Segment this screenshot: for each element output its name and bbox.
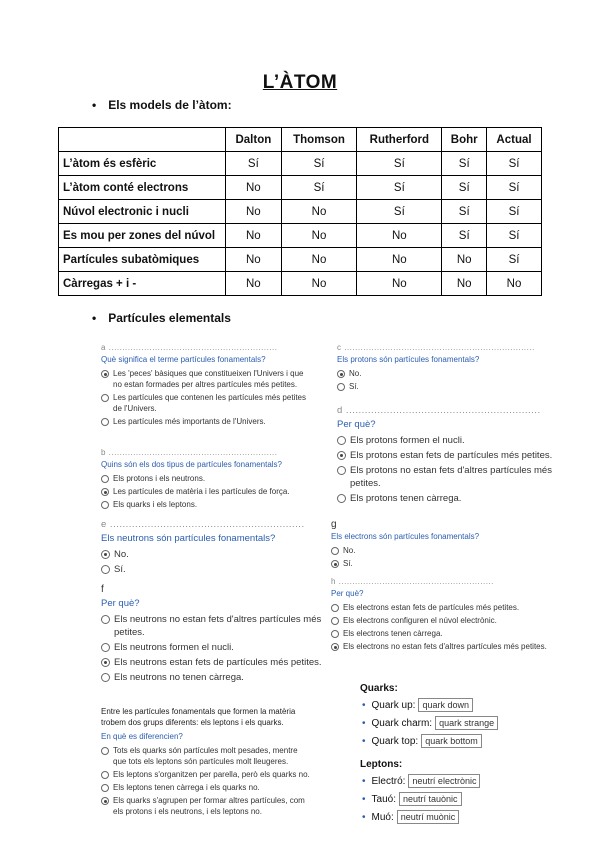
radio-button-selected[interactable] (337, 370, 345, 378)
option-label: Els electrons estan fets de partícules més petites. (343, 603, 520, 612)
table-cell: No (442, 248, 487, 272)
radio-button[interactable] (101, 747, 109, 755)
item-label: • Quark charm: (371, 717, 433, 729)
section-heading-models: • Els models de l’àtom: (92, 98, 232, 112)
answer-option[interactable] (101, 671, 351, 684)
question-intro: Entre les partícules fonamentals que formen la matèria trobem dos grups diferents: els leptons i els quarks. (101, 707, 296, 727)
option-label: Les 'peces' bàsiques que constitueixen l'Univers i que no estan formades per altres partícules més petites. (113, 369, 304, 389)
table-header-row (59, 128, 542, 152)
radio-button[interactable] (331, 547, 339, 555)
option-label: Les partícules de matèria i les partícules de força. (113, 487, 290, 496)
item-label: • Tauó: (371, 793, 396, 805)
radio-button[interactable] (101, 418, 109, 426)
option-label: Sí. (114, 564, 126, 575)
radio-button[interactable] (101, 673, 110, 682)
answer-option[interactable] (101, 769, 311, 780)
answer-option[interactable] (101, 782, 311, 793)
header-cell-dalton: Dalton (226, 128, 282, 152)
table-cell: Sí (442, 152, 487, 176)
table-cell: Sí (357, 152, 442, 176)
answer-option[interactable] (331, 641, 557, 652)
radio-button[interactable] (101, 501, 109, 509)
answer-option[interactable] (101, 499, 307, 510)
question-letter: g (331, 519, 337, 530)
radio-button[interactable] (101, 565, 110, 574)
answer-option[interactable] (101, 563, 307, 576)
question-text: Quins són els dos tipus de partícules fonamentals? (101, 460, 282, 469)
question-text: Per què? (101, 598, 140, 609)
table-row (59, 272, 542, 296)
table-cell: Sí (487, 152, 542, 176)
answer-option[interactable] (101, 641, 351, 654)
table-cell: Sí (487, 224, 542, 248)
table-cell: No (357, 224, 442, 248)
table-cell: No (357, 248, 442, 272)
option-label: Els protons i els neutrons. (113, 474, 206, 483)
option-label: Els leptons tenen càrrega i els quarks no. (113, 783, 260, 792)
table-cell: Sí (442, 176, 487, 200)
question-letter: h ......................................................... (331, 577, 494, 586)
answer-option[interactable] (101, 548, 307, 561)
header-cell-actual: Actual (487, 128, 542, 152)
answer-field[interactable]: neutrí muònic (397, 810, 460, 824)
answer-option[interactable] (337, 464, 563, 490)
option-label: Els quarks i els leptons. (113, 500, 198, 509)
question-text: Per què? (337, 419, 376, 430)
leptons-title: Leptons: (360, 759, 403, 770)
option-label: Els protons formen el nucli. (350, 435, 465, 446)
table-cell: No (281, 224, 357, 248)
models-table (58, 127, 542, 296)
table-cell: Sí (442, 224, 487, 248)
question-differences (101, 706, 311, 819)
answer-option[interactable] (101, 795, 311, 817)
question-letter: a .............................................................. (101, 343, 278, 352)
answer-option[interactable] (337, 492, 563, 505)
table-cell: No (281, 248, 357, 272)
table-cell: Sí (442, 200, 487, 224)
radio-button[interactable] (337, 436, 346, 445)
table-row (59, 200, 542, 224)
row-label: Núvol electronic i nucli (59, 200, 226, 224)
table-row (59, 152, 542, 176)
answer-option[interactable] (101, 416, 307, 427)
question-text: En què es diferencien? (101, 732, 183, 741)
option-label: Els quarks s'agrupen per formar altres partícules, com els protons i els neutrons, i els leptons no. (113, 796, 305, 816)
option-label: No. (343, 546, 356, 555)
item-label: • Quark up: (371, 699, 416, 711)
row-label: L’àtom conté electrons (59, 176, 226, 200)
radio-button-selected[interactable] (101, 550, 110, 559)
question-text: Els protons són partícules fonamentals? (337, 355, 480, 364)
list-item (360, 716, 560, 730)
list-item (360, 698, 560, 712)
answer-option[interactable] (337, 449, 563, 462)
table-cell: No (226, 176, 282, 200)
radio-button-selected[interactable] (101, 370, 109, 378)
radio-button[interactable] (101, 784, 109, 792)
radio-button[interactable] (331, 617, 339, 625)
option-label: Sí. (349, 382, 359, 391)
option-label: Les partícules que contenen les partícules més petites de l'Univers. (113, 393, 306, 413)
quarks-title: Quarks: (360, 683, 398, 694)
option-label: Els protons estan fets de partícules més petites. (350, 450, 553, 461)
question-c (337, 342, 563, 394)
radio-button-selected[interactable] (101, 488, 109, 496)
list-item (360, 734, 560, 748)
radio-button[interactable] (101, 394, 109, 402)
answer-option[interactable] (101, 392, 307, 414)
header-cell-rutherford: Rutherford (357, 128, 442, 152)
table-row (59, 176, 542, 200)
option-label: Els protons tenen càrrega. (350, 493, 462, 504)
radio-button[interactable] (331, 630, 339, 638)
header-cell-thomson: Thomson (281, 128, 357, 152)
question-f (101, 583, 351, 686)
question-letter: f (101, 584, 104, 595)
table-cell: No (281, 272, 357, 296)
question-a (101, 342, 307, 429)
question-text: Els electrons són partícules fonamentals? (331, 532, 480, 541)
answer-option[interactable] (331, 558, 557, 569)
list-item (360, 792, 560, 806)
answer-field[interactable]: quark down (418, 698, 473, 712)
radio-button[interactable] (101, 771, 109, 779)
option-label: Els leptons s'organitzen per parella, però els quarks no. (113, 770, 310, 779)
radio-button[interactable] (331, 604, 339, 612)
item-label: • Electró: (371, 775, 406, 787)
table-cell: No (357, 272, 442, 296)
table-cell: No (281, 200, 357, 224)
question-text: Què significa el terme partícules fonamentals? (101, 355, 266, 364)
table-row (59, 224, 542, 248)
table-cell: No (226, 248, 282, 272)
question-e (101, 518, 307, 578)
answer-option[interactable] (337, 368, 563, 379)
answer-field[interactable]: quark strange (435, 716, 498, 730)
table-cell: Sí (487, 248, 542, 272)
table-cell: Sí (357, 200, 442, 224)
question-text: Els neutrons són partícules fonamentals? (101, 533, 276, 544)
answer-option[interactable] (101, 473, 307, 484)
radio-button-selected[interactable] (331, 560, 339, 568)
radio-button[interactable] (101, 475, 109, 483)
radio-button-selected[interactable] (101, 658, 110, 667)
question-letter: e .............................................................. (101, 519, 305, 530)
list-item (360, 774, 560, 788)
header-cell-empty (59, 128, 226, 152)
table-cell: No (226, 200, 282, 224)
question-g (331, 519, 557, 571)
radio-button-selected[interactable] (101, 797, 109, 805)
option-label: Els protons no estan fets d'altres partícules més petites. (350, 465, 552, 489)
table-cell: Sí (281, 176, 357, 200)
radio-button-selected[interactable] (331, 643, 339, 651)
answer-field[interactable]: neutrí electrònic (408, 774, 480, 788)
question-letter: d .............................................................. (337, 405, 541, 416)
row-label: Partícules subatòmiques (59, 248, 226, 272)
item-label: • Quark top: (371, 735, 419, 747)
table-cell: Sí (487, 200, 542, 224)
answer-field[interactable]: quark bottom (421, 734, 482, 748)
option-label: Els neutrons estan fets de partícules més petites. (114, 657, 322, 668)
table-row (59, 248, 542, 272)
option-label: No. (114, 549, 129, 560)
radio-button[interactable] (101, 643, 110, 652)
answer-option[interactable] (331, 545, 557, 556)
radio-button[interactable] (337, 383, 345, 391)
table-cell: Sí (487, 176, 542, 200)
item-label: • Muó: (371, 811, 394, 823)
answer-option[interactable] (331, 602, 557, 613)
table-cell: Sí (281, 152, 357, 176)
question-letter: b .............................................................. (101, 448, 278, 457)
row-label: Càrregas + i - (59, 272, 226, 296)
option-label: Les partícules més importants de l'Univers. (113, 417, 266, 426)
option-label: Els electrons tenen càrrega. (343, 629, 443, 638)
question-h (331, 576, 557, 654)
row-label: Es mou per zones del núvol (59, 224, 226, 248)
radio-button[interactable] (101, 615, 110, 624)
section-heading-particles: • Partícules elementals (92, 311, 231, 325)
table-cell: Sí (226, 152, 282, 176)
radio-button[interactable] (337, 494, 346, 503)
answer-field[interactable]: neutrí tauònic (399, 792, 462, 806)
answer-option[interactable] (331, 628, 557, 639)
option-label: Sí. (343, 559, 353, 568)
answer-option[interactable] (101, 656, 351, 669)
row-label: L’àtom és esfèric (59, 152, 226, 176)
answer-option[interactable] (331, 615, 557, 626)
option-label: Els neutrons no tenen càrrega. (114, 672, 244, 683)
answer-option[interactable] (101, 613, 351, 639)
question-d (337, 404, 563, 507)
radio-button-selected[interactable] (337, 451, 346, 460)
answer-option[interactable] (101, 368, 307, 390)
option-label: Els neutrons no estan fets d'altres partícules més petites. (114, 614, 322, 638)
list-item (360, 810, 560, 824)
quarks-list (360, 683, 560, 752)
option-label: No. (349, 369, 362, 378)
answer-option[interactable] (337, 434, 563, 447)
table-cell: No (442, 272, 487, 296)
option-label: Els neutrons formen el nucli. (114, 642, 234, 653)
leptons-list (360, 759, 560, 828)
answer-option[interactable] (337, 381, 563, 392)
header-cell-bohr: Bohr (442, 128, 487, 152)
table-cell: No (226, 272, 282, 296)
option-label: Els electrons no estan fets d'altres partícules més petites. (343, 642, 547, 651)
answer-option[interactable] (101, 486, 307, 497)
question-text: Per què? (331, 589, 364, 598)
option-label: Els electrons configuren el núvol electrònic. (343, 616, 497, 625)
question-letter: c ...................................................................... (337, 343, 535, 352)
answer-option[interactable] (101, 745, 311, 767)
question-b (101, 447, 307, 512)
table-cell: No (226, 224, 282, 248)
table-cell: No (487, 272, 542, 296)
page-title: L’ÀTOM (262, 72, 338, 93)
table-cell: Sí (357, 176, 442, 200)
radio-button[interactable] (337, 466, 346, 475)
option-label: Tots els quarks són partícules molt pesades, mentre que tots els leptons són partícules molt lleugeres. (113, 746, 298, 766)
